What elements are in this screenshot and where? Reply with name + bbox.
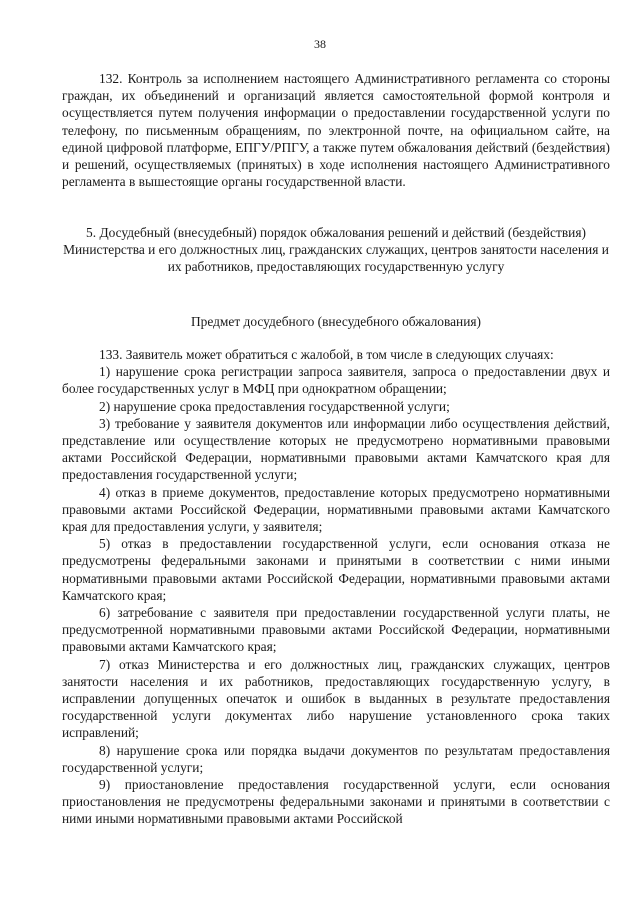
list-item: 7) отказ Министерства и его должностных лиц, гражданских служащих, центров занятости населения и их работников, предоставляющих государственную услугу, в исправлении допущенных опечаток и ошибок в выданных в результате предоставления государственной услуги документах либо нарушение установленного срока таких исправлений; <box>62 656 610 741</box>
list-item: 2) нарушение срока предоставления государственной услуги; <box>99 398 450 414</box>
list-item: 5) отказ в предоставлении государственной услуги, если основания отказа не предусмотрены федеральными законами и принятыми в соответствии с ними иными нормативными правовыми актами Российской Федерации, нормативными правовыми актами Камчатского края; <box>62 536 610 603</box>
section-heading: 5. Досудебный (внесудебный) порядок обжалования решений и действий (бездействия) Министерства и его должностных лиц, гражданских служащих, центров занятости населения и их работников, предоставляющих государственную услугу <box>63 225 609 275</box>
page-number: 38 <box>314 37 326 51</box>
list-item: 9) приостановление предоставления государственной услуги, если основания приостановления не предусмотрены федеральными законами и принятыми в соответствии с ними иными нормативными правовыми актами Российской <box>62 777 610 827</box>
paragraph-132-block <box>62 70 610 190</box>
subsection-heading-block <box>62 313 610 330</box>
paragraph-132: 132. Контроль за исполнением настоящего Административного регламента со стороны граждан, их объединений и организаций является самостоятельной формой контроля и осуществляется путем получения информации о предоставлении государственной услуги по телефону, по письменным обращениям, по электронной почте, на официальном сайте, на единой цифровой платформе, ЕПГУ/РПГУ, а также путем обжалования действий (бездействия) и решений, осуществляемых (принятых) в ходе исполнения настоящего Административного регламента в вышестоящие органы государственной власти. <box>62 71 610 190</box>
list-item: 8) нарушение срока или порядка выдачи документов по результатам предоставления государственной услуги; <box>62 742 610 775</box>
subsection-heading: Предмет досудебного (внесудебного обжалования) <box>190 314 482 329</box>
list-item: 133. Заявитель может обратиться с жалобой, в том числе в следующих случаях: <box>99 347 554 362</box>
list-item: 1) нарушение срока регистрации запроса заявителя, запроса о предоставлении двух и более государственных услуг в МФЦ при однократном обращении; <box>62 364 610 397</box>
list-item: 4) отказ в приеме документов, предоставление которых предусмотрено нормативными правовыми актами Российской Федерации, нормативными правовыми актами Камчатского края для предоставления услуги, у заявителя; <box>62 484 610 535</box>
section-heading-block <box>62 224 610 276</box>
list-item: 6) затребование с заявителя при предоставлении государственной услуги платы, не предусмотренной нормативными правовыми актами Российской Федерации, нормативными правовыми актами Камчатского края; <box>62 605 610 655</box>
complaint-cases-list <box>62 346 610 828</box>
list-item: 3) требование у заявителя документов или информации либо осуществления действий, представление или осуществление которых не предусмотрено нормативными правовыми актами Российской Федерации, нормативными правовыми актами Камчатского края для предоставления государственной услуги; <box>62 415 610 483</box>
